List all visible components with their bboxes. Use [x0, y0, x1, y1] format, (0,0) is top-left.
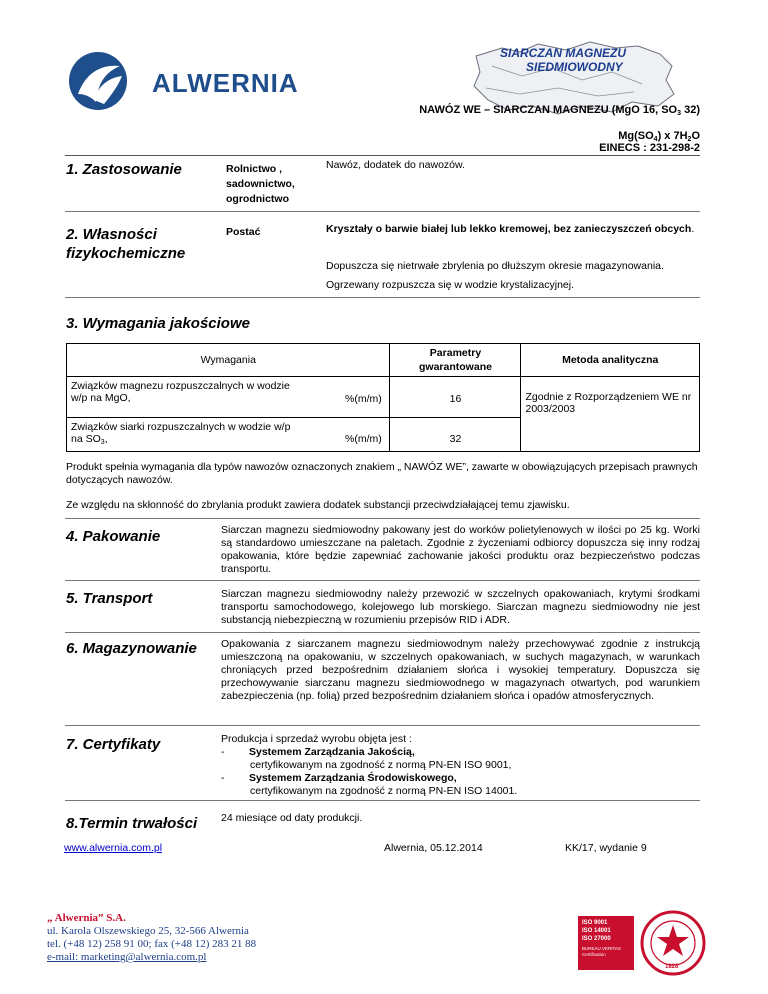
company-name: ALWERNIA: [152, 68, 299, 98]
alwernia-emblem-icon: [68, 50, 128, 112]
s7-item2-text: certyfikowanym na zgodność z normą PN-EN ISO 14001.: [250, 785, 518, 797]
cert-line-3: ISO 27000: [582, 936, 611, 942]
s1-text: Nawóz, dodatek do nawozów.: [326, 159, 465, 171]
formula-part-a: Mg(SO: [618, 130, 654, 142]
formula-part-b: ) x 7H: [657, 130, 688, 142]
s2-text-bold: Kryształy o barwie białej lub lekko kremowej, bez zanieczyszczeń obcych: [326, 223, 692, 235]
s4-text: Siarczan magnezu siedmiowodny pakowany jest do worków polietylenowych w ilości po 25 kg. Worki są standardowo umieszczane na paletach. Zgodnie z życzeniami odbiorcy dopuszcza się inny rodzaj opakowania, które będzie zapewniać zachowanie jakości produktu oraz bezpieczeństwo podczas transportu.: [221, 524, 700, 575]
s2-label: Postać: [226, 226, 261, 238]
footer-doc-code: KK/17, wydanie 9: [565, 842, 647, 854]
badge-line-2: SIEDMIOWODNY: [526, 60, 623, 74]
row1-unit: %(m/m): [295, 377, 390, 418]
row2-value: 32: [390, 418, 521, 452]
s3-note2: Ze względu na skłonność do zbrylania produkt zawiera dodatek substancji przeciwdziałającej temu zjawisku.: [66, 499, 570, 511]
s1-label: Rolnictwo , sadownictwo, ogrodnictwo: [226, 163, 295, 205]
s7-title: 7. Certyfikaty: [66, 736, 161, 753]
footer-place-date: Alwernia, 05.12.2014: [384, 842, 483, 854]
method-cell: Zgodnie z Rozporządzeniem WE nr 2003/2003: [521, 377, 700, 452]
s8-text: 24 miesiące od daty produkcji.: [221, 812, 363, 824]
cert-line-2: ISO 14001: [582, 928, 611, 934]
formula-sub-2: 2: [687, 136, 692, 143]
col-header-parameters: Parametry gwarantowane: [390, 344, 521, 377]
badge-line-1: SIARCZAN MAGNEZU: [500, 46, 626, 60]
einecs: EINECS : 231-298-2: [599, 142, 700, 154]
s3-note1: Produkt spełnia wymagania dla typów nawozów oznaczonych znakiem „ NAWÓZ WE”, zawarte w obowiązujących przepisach prawnych dotyczących nawozów.: [66, 461, 698, 486]
header-divider: [65, 155, 700, 156]
requirements-table: [66, 343, 700, 452]
title-sub: 3: [677, 110, 682, 117]
s3-divider: [65, 518, 700, 519]
s5-divider: [65, 632, 700, 633]
s4-title: 4. Pakowanie: [66, 528, 161, 545]
cert-line-4: BUREAU VERITAS: [582, 946, 621, 951]
row1-requirement: Związków magnezu rozpuszczalnych w wodzie w/p na MgO,: [67, 377, 296, 418]
contact-phone: tel. (+48 12) 258 91 00; fax (+48 12) 283 21 88: [47, 938, 257, 950]
s7-item1-text: certyfikowanym na zgodność z normą PN-EN ISO 9001,: [250, 759, 512, 771]
col-header-method: Metoda analityczna: [521, 344, 700, 377]
company-contact: [47, 912, 256, 964]
s7-dash-1: -: [221, 746, 225, 758]
s7-item2-title: Systemem Zarządzania Środowiskowego,: [249, 772, 457, 784]
s5-title: 5. Transport: [66, 590, 153, 607]
company-logo: [68, 50, 158, 112]
row2-req-end: ,: [104, 433, 108, 445]
contact-address: ul. Karola Olszewskiego 25, 32-566 Alwernia: [47, 925, 249, 937]
contact-email[interactable]: e-mail: marketing@alwernia.com.pl: [47, 951, 207, 963]
s4-divider: [65, 580, 700, 581]
s2-text2: Dopuszcza się nietrwałe zbrylenia po dłuższym okresie magazynowania.: [326, 260, 664, 272]
s2-text: [326, 223, 701, 236]
s2-divider: [65, 297, 700, 298]
formula-part-c: O: [691, 130, 700, 142]
s8-title: 8.Termin trwałości: [66, 815, 198, 832]
title-prefix: NAWÓZ WE – SIARCZAN MAGNEZU (MgO 16, SO: [419, 104, 678, 116]
row1-value: 16: [390, 377, 521, 418]
s7-intro: Produkcja i sprzedaż wyrobu objęta jest :: [221, 733, 412, 745]
s2-title: 2. Własności fizykochemiczne: [66, 226, 186, 262]
certification-badge: [578, 916, 634, 970]
s7-item1-title: Systemem Zarządzania Jakością,: [249, 746, 415, 758]
s6-divider: [65, 725, 700, 726]
seal-year: 1828: [665, 964, 679, 970]
row2-req-sub: 3: [100, 439, 105, 446]
s7-dash-2: -: [221, 772, 225, 784]
s2-text-bold-end: .: [691, 223, 695, 235]
row2-requirement: [67, 418, 296, 452]
row2-req-text: Związków siarki rozpuszczalnych w wodzie w/p na SO: [71, 421, 291, 445]
s5-text: Siarczan magnezu siedmiowodny należy przewozić w szczelnych opakowaniach, krytymi środkami transportu samochodowego, kolejowego lub morskiego. Siarczan magnezu siedmiowodny nie jest substancją niebezpieczną w rozumieniu przepisów RID i ADR.: [221, 588, 700, 626]
s6-text: Opakowania z siarczanem magnezu siedmiowodnym należy przechowywać zgodnie z instrukcją umieszczoną na opakowaniu, w szczelnych opakowaniach, w suchych magazynach, w warunkach chroniących przed bezpośrednim działaniem słońca i wysokiej temperatury. Dopuszcza się przechowywanie siarczanu magnezu siedmiowodnego w magazynach otwartych, pod warunkiem zabezpieczenia (np. folią) przed bezpośrednim działaniem słońca i opadów atmosferycznych.: [221, 638, 700, 702]
s1-title: 1. Zastosowanie: [66, 161, 182, 178]
cert-line-1: ISO 9001: [582, 920, 608, 926]
col-header-requirements: Wymagania: [67, 344, 390, 377]
title-suffix: 32): [681, 104, 700, 116]
bureau-veritas-seal: [640, 910, 706, 976]
s6-title: 6. Magazynowanie: [66, 640, 197, 657]
row2-unit: %(m/m): [295, 418, 390, 452]
s7-divider: [65, 800, 700, 801]
website-link[interactable]: www.alwernia.com.pl: [64, 842, 163, 854]
s3-title: 3. Wymagania jakościowe: [66, 315, 250, 332]
product-title: [380, 104, 700, 117]
contact-company: „ Alwernia” S.A.: [47, 912, 126, 924]
s2-text3: Ogrzewany rozpuszcza się w wodzie krystalizacyjnej.: [326, 279, 575, 291]
formula-sub-1: 4: [653, 136, 658, 143]
cert-line-5: Certification: [582, 952, 606, 957]
s1-divider: [65, 211, 700, 212]
